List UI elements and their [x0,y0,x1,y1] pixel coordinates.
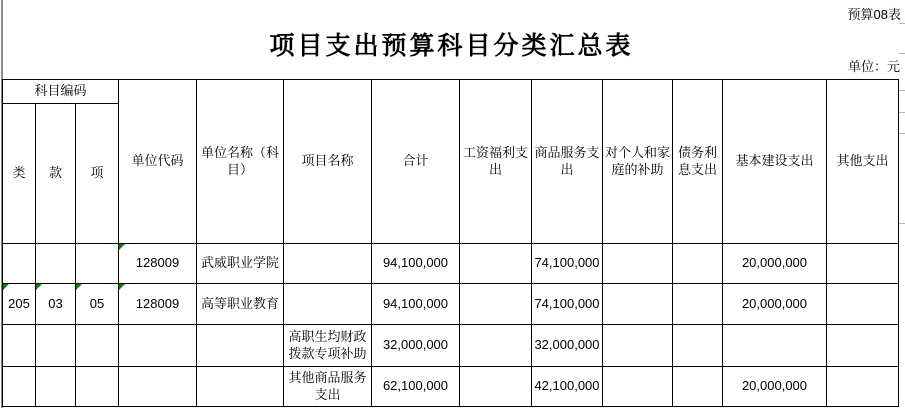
cell-debt-interest[interactable] [673,325,723,367]
cell-category[interactable] [3,244,36,284]
header-section[interactable]: 款 [36,104,76,244]
cell-section[interactable] [36,325,76,367]
cell-other[interactable] [827,244,899,284]
cell-wages-welfare[interactable] [460,244,532,284]
header-goods-services[interactable]: 商品服务支出 [532,80,603,244]
cell-category[interactable] [3,367,36,407]
header-total[interactable]: 合计 [372,80,460,244]
cell-capital-construction[interactable]: 20,000,000 [723,284,827,325]
cell-goods-services[interactable]: 32,000,000 [532,325,603,367]
cell-unit-code[interactable] [119,325,197,367]
table-row [3,325,899,367]
cell-item[interactable]: 05 [76,284,119,325]
cell-personal-family-subsidy[interactable] [603,284,673,325]
header-capital-construction[interactable]: 基本建设支出 [723,80,827,244]
cell-unit-name[interactable] [197,325,284,367]
header-project-name[interactable]: 项目名称 [284,80,372,244]
cell-unit-code[interactable] [119,367,197,407]
cell-other[interactable] [827,325,899,367]
cell-total[interactable]: 94,100,000 [372,244,460,284]
cell-item[interactable] [76,325,119,367]
cell-project-name[interactable]: 其他商品服务支出 [284,367,372,407]
cell-personal-family-subsidy[interactable] [603,325,673,367]
cell-project-name[interactable] [284,244,372,284]
cell-item[interactable] [76,367,119,407]
gridline-tick [899,133,905,134]
cell-unit-name[interactable]: 武威职业学院 [197,244,284,284]
cell-total[interactable]: 94,100,000 [372,284,460,325]
cell-unit-name[interactable] [197,367,284,407]
summary-table [2,79,899,407]
header-wages-welfare[interactable]: 工资福利支出 [460,80,532,244]
page-title: 项目支出预算科目分类汇总表 [269,32,634,60]
cell-section[interactable]: 03 [36,284,76,325]
cell-wages-welfare[interactable] [460,325,532,367]
header-unit-code[interactable]: 单位代码 [119,80,197,244]
cell-total[interactable]: 32,000,000 [372,325,460,367]
cell-personal-family-subsidy[interactable] [603,244,673,284]
gridline-tick [899,112,905,113]
unit-label: 单位：元 [847,59,900,74]
cell-item[interactable] [76,244,119,284]
cell-section[interactable] [36,367,76,407]
form-number-label: 预算08表 [847,7,901,22]
header-debt-interest[interactable]: 债务利息支出 [673,80,723,244]
cell-debt-interest[interactable] [673,367,723,407]
cell-unit-code[interactable]: 128009 [119,284,197,325]
cell-unit-name[interactable]: 高等职业教育 [197,284,284,325]
cell-wages-welfare[interactable] [460,367,532,407]
cell-goods-services[interactable]: 74,100,000 [532,284,603,325]
cell-other[interactable] [827,284,899,325]
table-row [3,244,899,284]
cell-other[interactable] [827,367,899,407]
cell-goods-services[interactable]: 74,100,000 [532,244,603,284]
cell-project-name[interactable] [284,284,372,325]
cell-category[interactable] [3,325,36,367]
cell-section[interactable] [36,244,76,284]
cell-unit-code[interactable]: 128009 [119,244,197,284]
gridline-tick [899,223,905,224]
header-personal-family-subsidy[interactable]: 对个人和家庭的补助 [603,80,673,244]
cell-capital-construction[interactable]: 20,000,000 [723,244,827,284]
header-row-group [3,80,899,104]
green-triangle-icon [119,284,125,290]
green-triangle-icon [119,244,125,250]
cell-capital-construction[interactable] [723,325,827,367]
header-category[interactable]: 类 [3,104,36,244]
header-subject-code-group[interactable]: 科目编码 [3,80,119,104]
gridline-tick [899,53,905,54]
cell-debt-interest[interactable] [673,244,723,284]
header-unit-name[interactable]: 单位名称（科目） [197,80,284,244]
green-triangle-icon [76,284,82,290]
header-item[interactable]: 项 [76,104,119,244]
cell-personal-family-subsidy[interactable] [603,367,673,407]
table-row [3,284,899,325]
cell-capital-construction[interactable]: 20,000,000 [723,367,827,407]
cell-debt-interest[interactable] [673,284,723,325]
header-other[interactable]: 其他支出 [827,80,899,244]
green-triangle-icon [3,284,9,290]
gridline-tick [899,90,905,91]
cell-wages-welfare[interactable] [460,284,532,325]
cell-project-name[interactable]: 高职生均财政拨款专项补助 [284,325,372,367]
cell-goods-services[interactable]: 42,100,000 [532,367,603,407]
table-row [3,367,899,407]
cell-category[interactable]: 205 [3,284,36,325]
gridline-tick [899,23,905,24]
green-triangle-icon [36,284,42,290]
cell-total[interactable]: 62,100,000 [372,367,460,407]
